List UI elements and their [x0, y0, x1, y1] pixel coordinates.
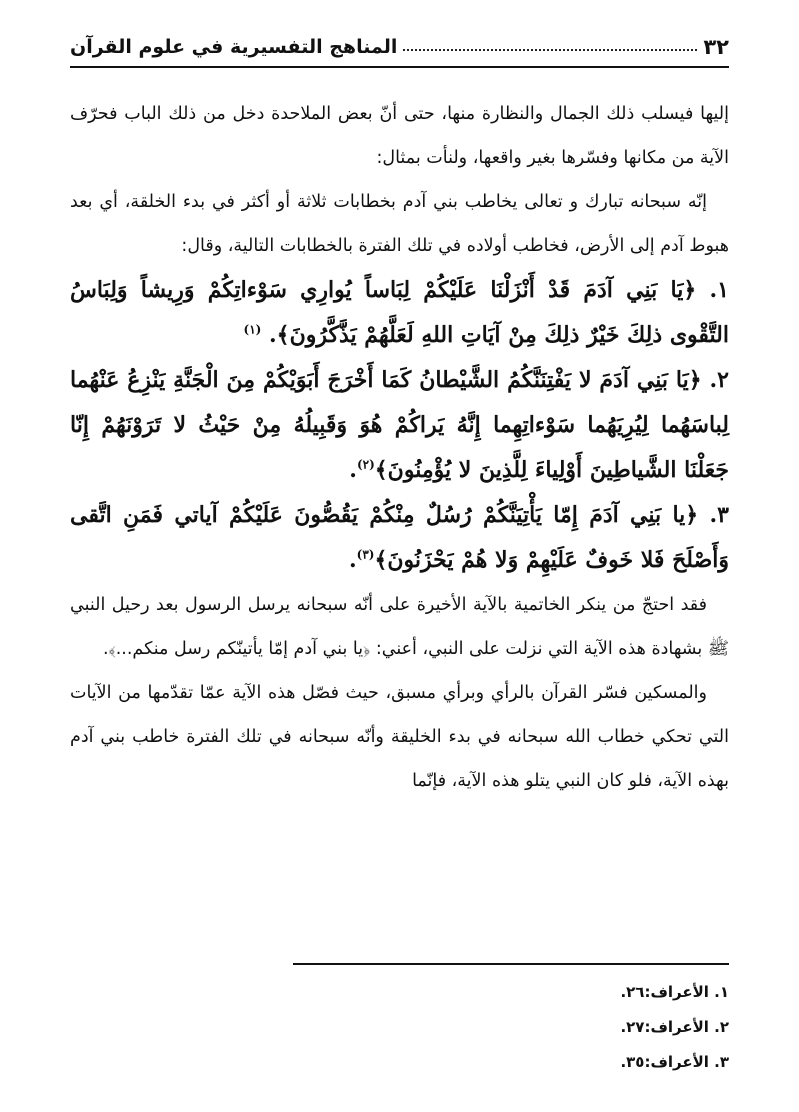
- footnotes: [70, 975, 729, 1080]
- quran-verse-2-text: ٢. ﴿يَا بَنِي آدَمَ لا يَفْتِنَنَّكُمُ الشَّيْطانُ كَمَا أَخْرَجَ أَبَوَيْكُمْ مِنَ الْجَنَّةِ يَنْزِعُ عَنْهُما لِباسَهُما لِيُرِيَهُما سَوْءاتِهِما إِنَّهُ يَراكُمْ هُوَ وَقَبِيلُهُ مِنْ حَيْثُ لا تَرَوْنَهُمْ إِنّا جَعَلْنَا الشَّياطِينَ أَوْلِياءَ لِلَّذِينَ لا يُؤْمِنُونَ﴾: [70, 367, 729, 483]
- quran-verse-1: [70, 268, 729, 358]
- footnote-rule: [293, 963, 729, 965]
- footnote-3: ٣. الأعراف:٣٥.: [620, 1053, 729, 1071]
- running-header: [70, 30, 729, 64]
- page-number: ٣٢: [703, 35, 729, 59]
- footnote-ref-1[interactable]: (١): [243, 322, 262, 337]
- footnote-ref-3[interactable]: (٣): [356, 547, 375, 562]
- quran-verse-1-text: ١. ﴿يَا بَنِي آدَمَ قَدْ أَنْزَلْنَا عَلَيْكُمْ لِبَاساً يُوارِي سَوْءاتِكُمْ وَرِيشاً وَلِبَاسُ التَّقْوى ذلِكَ خَيْرٌ ذلِكَ مِنْ آيَاتِ اللهِ لَعَلَّهُمْ يَذَّكَّرُونَ﴾.: [70, 277, 729, 348]
- footnote-2: ٢. الأعراف:٢٧.: [620, 1018, 729, 1036]
- main-text: [70, 92, 729, 803]
- quran-verse-3-text: ٣. ﴿يا بَنِي آدَمَ إِمّا يَأْتِيَنَّكُمْ رُسُلٌ مِنْكُمْ يَقُصُّونَ عَلَيْكُمْ آياتي فَمَنِ اتَّقى وَأَصْلَحَ فَلا خَوفٌ عَلَيْهِمْ وَلا هُمْ يَحْزَنُونَ﴾: [70, 502, 729, 573]
- paragraph-2: إنّه سبحانه تبارك و تعالى يخاطب بني آدم بخطابات ثلاثة أو أكثر في بدء الخلقة، أي بعد هبوط آدم إلى الأرض، فخاطب أولاده في تلك الفترة بالخطابات التالية، وقال:: [70, 192, 729, 256]
- paragraph-4: والمسكين فسّر القرآن بالرأي وبرأي مسبق، حيث فصّل هذه الآية عمّا تقدّمها من الآيات التي تحكي خطاب الله سبحانه في بدء الخليقة وأنّه سبحانه في تلك الفترة خاطب بني آدم بهذه الآية، فلو كان النبي يتلو هذه الآية، فإنّما: [70, 683, 729, 791]
- quran-verse-3: ٣. ﴿يا بَنِي آدَمَ إِمّا يَأْتِيَنَّكُمْ رُسُلٌ مِنْكُمْ يَقُصُّونَ عَلَيْكُمْ آياتي فَمَنِ اتَّقى وَأَصْلَحَ فَلا خَوفٌ عَلَيْهِمْ وَلا هُمْ يَحْزَنُونَ﴾$^{(٣)}$.: [70, 502, 729, 573]
- paragraph-3: فقد احتجّ من ينكر الخاتمية بالآية الأخيرة على أنّه سبحانه يرسل الرسول بعد رحيل النبي ﷺ بشهادة هذه الآية التي نزلت على النبي، أعني: ﴿يا بني آدم إمّا يأتينّكم رسل منكم...﴾.: [70, 595, 729, 659]
- quran-verse-2: ٢. ﴿يَا بَنِي آدَمَ لا يَفْتِنَنَّكُمُ الشَّيْطانُ كَمَا أَخْرَجَ أَبَوَيْكُمْ مِنَ الْجَنَّةِ يَنْزِعُ عَنْهُما لِباسَهُما لِيُرِيَهُما سَوْءاتِهِما إِنَّهُ يَراكُمْ هُوَ وَقَبِيلُهُ مِنْ حَيْثُ لا تَرَوْنَهُمْ إِنّا جَعَلْنَا الشَّياطِينَ أَوْلِياءَ لِلَّذِينَ لا يُؤْمِنُونَ﴾$^{(٢)}$.: [70, 367, 729, 483]
- header-rule: [70, 66, 729, 68]
- paragraph-1: إليها فيسلب ذلك الجمال والنظارة منها، حتى أنّ بعض الملاحدة دخل من ذلك الباب فحرّف الآية من مكانها وفسّرها بغير واقعها، ولنأت بمثال:: [70, 104, 729, 168]
- footnote-ref-2[interactable]: (٢): [356, 457, 375, 472]
- header-dot-leader: [403, 49, 697, 51]
- running-title: المناهج التفسيرية في علوم القرآن: [70, 36, 398, 58]
- footnote-1: ١. الأعراف:٢٦.: [620, 983, 729, 1001]
